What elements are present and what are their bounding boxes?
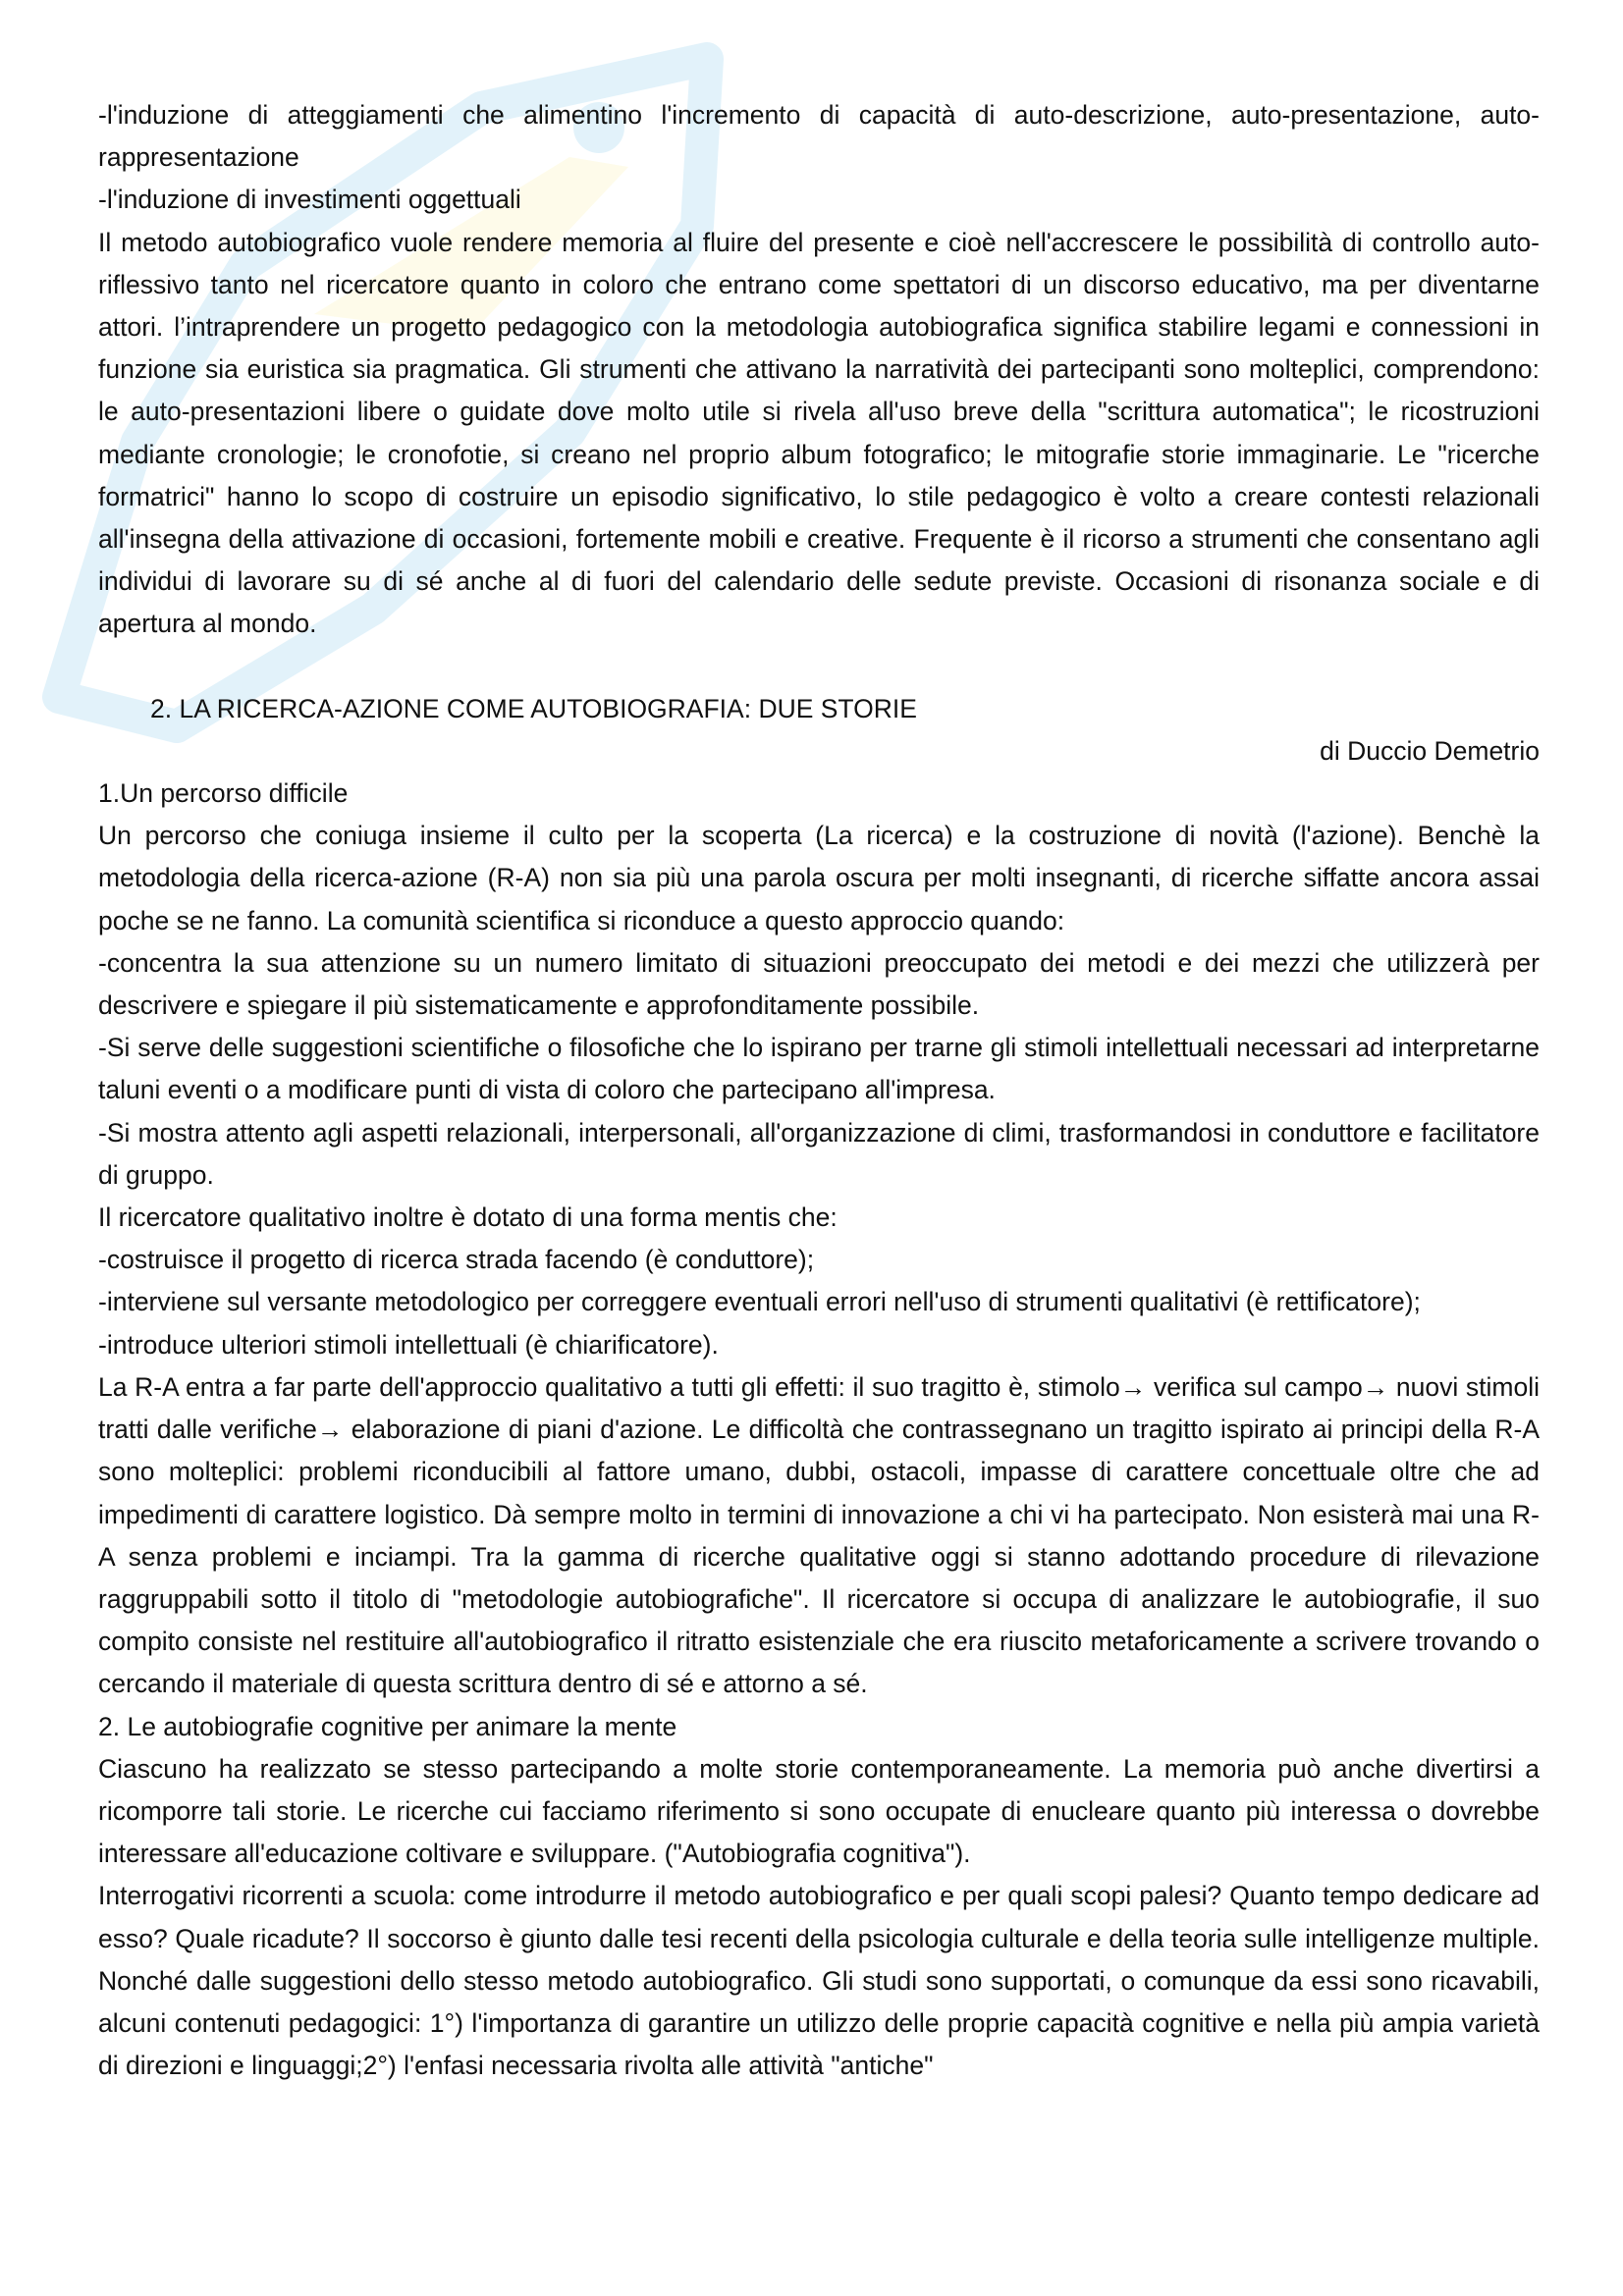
document-body bbox=[98, 94, 1540, 2087]
chapter-heading: 2. LA RICERCA-AZIONE COME AUTOBIOGRAFIA: DUE STORIE bbox=[150, 693, 917, 723]
section-1-title: 1.Un percorso difficile bbox=[98, 778, 349, 809]
section-1-paragraph-1: Un percorso che coniuga insieme il culto per la scoperta (La ricerca) e la costruzione di novità (l'azione). Benchè la metodologia della ricerca-azione (R-A) non sia più una parola oscura per molti insegnanti, di ricerche siffatte ancora assai poche se ne fanno. La comunità scientifica si riconduce a questo approccio quando: bbox=[98, 821, 1540, 935]
intro-paragraph-2: -l'induzione di investimenti oggettuali bbox=[98, 185, 521, 215]
section-1-paragraph-3: -Si serve delle suggestioni scientifiche o filosofiche che lo ispirano per trarne gli stimoli intellettuali necessari ad interpretarne taluni eventi o a modificare punti di vista di coloro che partecipano all'impresa. bbox=[98, 1033, 1540, 1105]
intro-paragraph-3: Il metodo autobiografico vuole rendere memoria al fluire del presente e cioè nell'accrescere le possibilità di controllo auto-riflessivo tanto nel ricercatore quanto in coloro che entrano come spettatori di un discorso educativo, ma per diventarne attori. l’intraprendere un progetto pedagogico con la metodologia autobiografica significa stabilire legami e connessioni in funzione sia euristica sia pragmatica. Gli strumenti che attivano la narratività dei partecipanti sono molteplici, comprendono: le auto-presentazioni libere o guidate dove molto utile si rivela all'uso breve della "scrittura automatica"; le ricostruzioni mediante cronologie; le cronofotie, si creano nel proprio album fotografico; le mitografie storie immaginarie. Le "ricerche formatrici" hanno lo scopo di costruire un episodio significativo, lo stile pedagogico è volto a creare contesti relazionali all'insegna della attivazione di occasioni, fortemente mobili e creative. Frequente è il ricorso a strumenti che consentano agli individui di lavorare su di sé anche al di fuori del calendario delle sedute previste. Occasioni di risonanza sociale e di apertura al mondo. bbox=[98, 227, 1540, 639]
section-1-paragraph-5: Il ricercatore qualitativo inoltre è dotato di una forma mentis che: bbox=[98, 1202, 838, 1233]
section-1-paragraph-8: -introduce ulteriori stimoli intellettuali (è chiarificatore). bbox=[98, 1329, 719, 1360]
section-1-paragraph-9: La R-A entra a far parte dell'approccio qualitativo a tutti gli effetti: il suo tragitto è, stimolo→ verifica sul campo→ nuovi stimoli tratti dalle verifiche→ elaborazione di piani d'azione. Le difficoltà che contrassegnano un tragitto ispirato ai principi della R-A sono molteplici: problemi riconducibili al fattore umano, dubbi, ostacoli, impasse di carattere concettuale oltre che ad impedimenti di carattere logistico. Dà sempre molto in termini di innovazione a chi vi ha partecipato. Non esisterà mai una R-A senza problemi e inciampi. Tra la gamma di ricerche qualitative oggi si stanno adottando procedure di rilevazione raggruppabili sotto il titolo di "metodologie autobiografiche". Il ricercatore si occupa di analizzare le autobiografie, il suo compito consiste nel restituire all'autobiografico il ritratto esistenziale che era riuscito metaforicamente a scrivere trovando o cercando il materiale di questa scrittura dentro di sé e attorno a sé. bbox=[98, 1371, 1540, 1699]
section-1-paragraph-6: -costruisce il progetto di ricerca strada facendo (è conduttore); bbox=[98, 1245, 815, 1275]
section-1-paragraph-7: -interviene sul versante metodologico per correggere eventuali errori nell'uso di strumenti qualitativi (è rettificatore); bbox=[98, 1287, 1421, 1317]
section-2-paragraph-2: Interrogativi ricorrenti a scuola: come introdurre il metodo autobiografico e per quali scopi palesi? Quanto tempo dedicare ad esso? Quale ricadute? Il soccorso è giunto dalle tesi recenti della psicologia culturale e della teoria sulle intelligenze multiple. Nonché dalle suggestioni dello stesso metodo autobiografico. Gli studi sono supportati, o comunque da essi sono ricavabili, alcuni contenuti pedagogici: 1°) l'importanza di garantire un utilizzo delle proprie capacità cognitive e nella più ampia varietà di direzioni e linguaggi;2°) l'enfasi necessaria rivolta alle attività "antiche" bbox=[98, 1881, 1540, 2081]
section-1-paragraph-2: -concentra la sua attenzione su un numero limitato di situazioni preoccupato dei metodi e dei mezzi che utilizzerà per descrivere e spiegare il più sistematicamente e approfonditamente possibile. bbox=[98, 947, 1540, 1021]
section-1-paragraph-4: -Si mostra attento agli aspetti relazionali, interpersonali, all'organizzazione di climi, trasformandosi in conduttore e facilitatore di gruppo. bbox=[98, 1117, 1540, 1190]
section-2-title: 2. Le autobiografie cognitive per animare la mente bbox=[98, 1711, 677, 1741]
chapter-author: di Duccio Demetrio bbox=[1320, 735, 1540, 766]
section-2-paragraph-1: Ciascuno ha realizzato se stesso partecipando a molte storie contemporaneamente. La memoria può anche divertirsi a ricomporre tali storie. Le ricerche cui facciamo riferimento si sono occupate di enucleare quanto più interessa o dovrebbe interessare all'educazione coltivare e sviluppare. ("Autobiografia cognitiva"). bbox=[98, 1753, 1540, 1869]
intro-paragraph-1: -l'induzione di atteggiamenti che alimentino l'incremento di capacità di auto-descrizione, auto-presentazione, auto-rappresentazione bbox=[98, 100, 1540, 173]
